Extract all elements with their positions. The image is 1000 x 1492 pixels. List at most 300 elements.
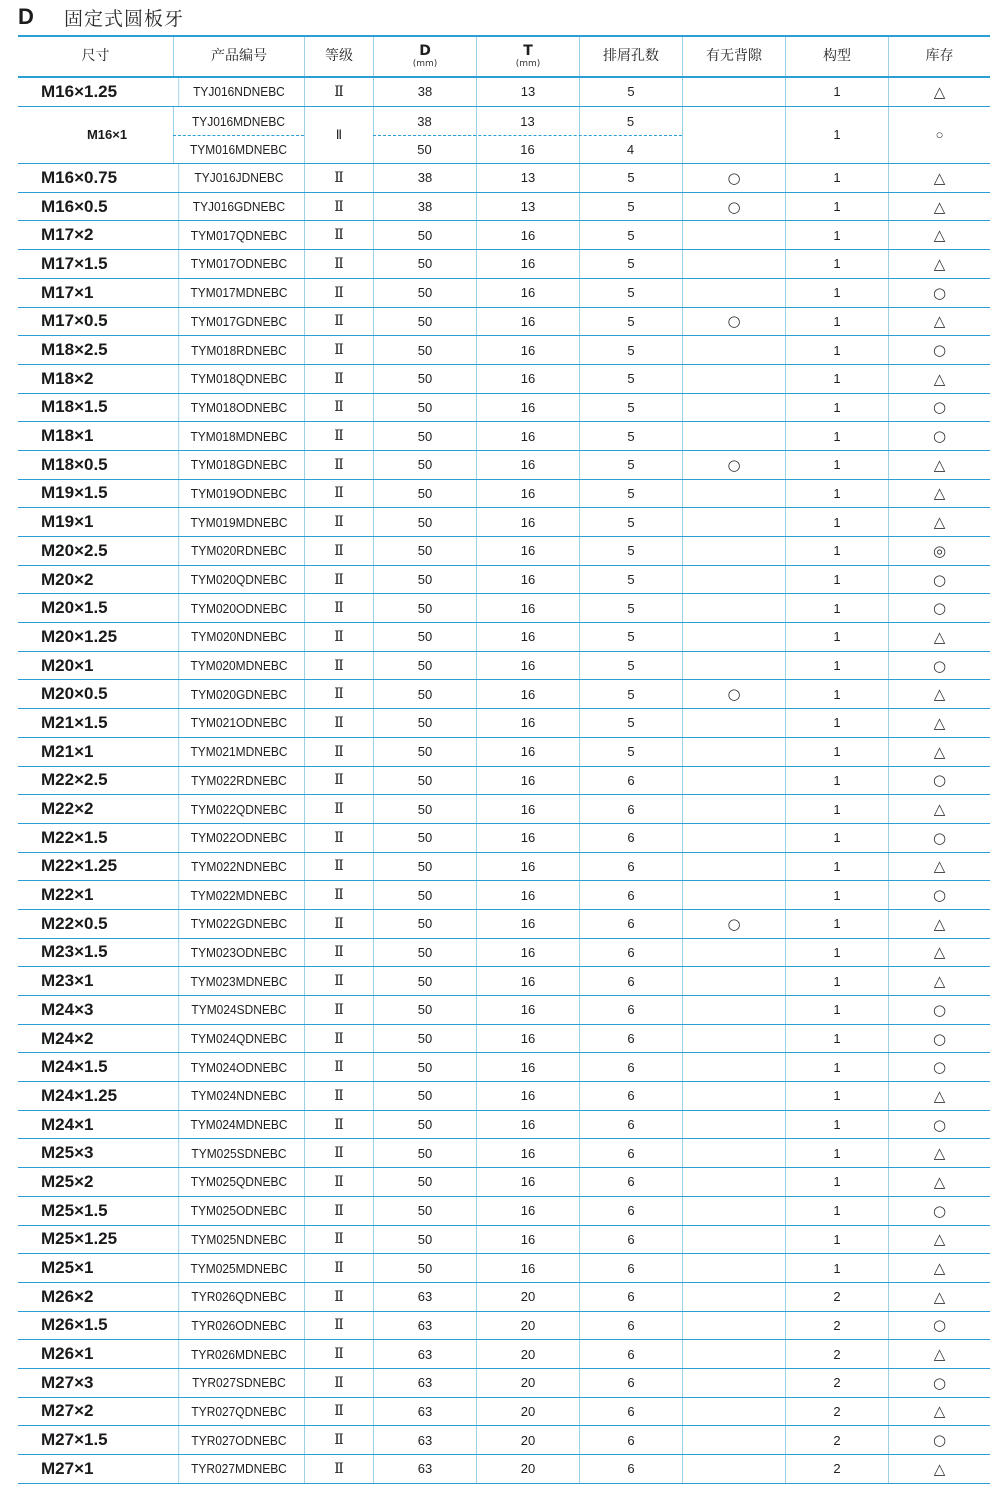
cell-grade: Ⅱ xyxy=(304,709,373,737)
cell-size: M20×2 xyxy=(41,569,94,589)
cell-type: 1 xyxy=(785,422,888,450)
cell-type: 1 xyxy=(785,1197,888,1225)
cell-backlash xyxy=(682,652,785,680)
cell-holes: 5 xyxy=(579,623,682,651)
cell-backlash xyxy=(682,537,785,565)
table-row xyxy=(18,1053,990,1082)
cell-type: 1 xyxy=(785,996,888,1024)
cell-code: TYM020QDNEBC xyxy=(178,566,299,594)
table-row xyxy=(18,824,990,853)
cell-holes: 5 xyxy=(579,738,682,766)
cell-t: 16 xyxy=(476,824,579,852)
cell-size: M17×0.5 xyxy=(41,311,108,331)
cell-stock: ○ xyxy=(888,566,990,594)
cell-type: 1 xyxy=(785,193,888,221)
cell-stock: △ xyxy=(888,365,990,393)
cell-grade: Ⅱ xyxy=(304,795,373,823)
cell-holes: 5 xyxy=(579,652,682,680)
cell-grade: Ⅱ xyxy=(304,422,373,450)
cell-size: M23×1.5 xyxy=(41,942,108,962)
cell-grade: Ⅱ xyxy=(304,623,373,651)
cell-size: M24×1.5 xyxy=(41,1057,108,1077)
cell-backlash xyxy=(682,480,785,508)
cell-stock: △ xyxy=(888,910,990,938)
cell-stock: △ xyxy=(888,795,990,823)
cell-code: TYJ016MDNEBC xyxy=(191,113,286,129)
cell-holes: 5 xyxy=(579,365,682,393)
page-header xyxy=(18,2,184,32)
cell-backlash xyxy=(682,738,785,766)
cell-size: M20×1.25 xyxy=(41,626,118,646)
cell-t: 20 xyxy=(476,1369,579,1397)
cell-size: M18×2 xyxy=(41,368,94,388)
cell-t: 20 xyxy=(476,1398,579,1426)
cell-stock: ○ xyxy=(888,1426,990,1454)
cell-backlash xyxy=(682,1254,785,1282)
cell-type: 1 xyxy=(785,537,888,565)
cell-code: TYJ016GDNEBC xyxy=(178,193,299,221)
table-row xyxy=(18,1139,990,1168)
cell-backlash xyxy=(682,279,785,307)
table-row xyxy=(18,1025,990,1054)
cell-code: TYM020NDNEBC xyxy=(178,623,299,651)
product-table xyxy=(18,35,990,1484)
cell-holes: 6 xyxy=(579,1139,682,1167)
cell-code: TYM024ODNEBC xyxy=(178,1053,299,1081)
cell-t: 16 xyxy=(476,709,579,737)
cell-grade: Ⅱ xyxy=(304,193,373,221)
table-row xyxy=(18,1283,990,1312)
cell-d: 63 xyxy=(373,1455,476,1483)
cell-stock: △ xyxy=(888,1082,990,1110)
cell-d: 50 xyxy=(373,910,476,938)
cell-d: 50 xyxy=(373,480,476,508)
cell-stock: ○ xyxy=(888,652,990,680)
cell-size: M21×1 xyxy=(41,741,94,761)
table-row xyxy=(18,967,990,996)
cell-size: M17×1 xyxy=(41,282,94,302)
cell-size: M18×2.5 xyxy=(41,340,108,360)
cell-t: 20 xyxy=(476,1455,579,1483)
cell-d: 50 xyxy=(373,623,476,651)
cell-d: 50 xyxy=(373,1082,476,1110)
cell-size: M22×1.25 xyxy=(41,856,118,876)
cell-code: TYR026QDNEBC xyxy=(178,1283,299,1311)
cell-backlash xyxy=(682,1369,785,1397)
cell-t: 16 xyxy=(476,795,579,823)
cell-size: M16×0.75 xyxy=(41,167,118,187)
cell-type: 1 xyxy=(785,910,888,938)
cell-d: 63 xyxy=(373,1398,476,1426)
cell-grade: Ⅱ xyxy=(304,1426,373,1454)
cell-type: 1 xyxy=(785,508,888,536)
cell-code: TYR027ODNEBC xyxy=(178,1426,299,1454)
cell-grade: Ⅱ xyxy=(304,1398,373,1426)
cell-d: 38 xyxy=(417,113,432,129)
cell-grade: Ⅱ xyxy=(304,78,373,106)
cell-size: M20×1 xyxy=(41,655,94,675)
cell-grade: Ⅱ xyxy=(304,1312,373,1340)
cell-stock: ○ xyxy=(888,824,990,852)
cell-size: M22×0.5 xyxy=(41,913,108,933)
cell-code: TYM024SDNEBC xyxy=(178,996,299,1024)
table-row xyxy=(18,250,990,279)
cell-d: 38 xyxy=(373,193,476,221)
cell-grade: Ⅱ xyxy=(304,967,373,995)
cell-stock: △ xyxy=(888,164,990,192)
table-row xyxy=(18,1426,990,1455)
cell-code: TYM020ODNEBC xyxy=(178,594,299,622)
cell-code: TYR026MDNEBC xyxy=(178,1340,299,1368)
cell-size: M25×2 xyxy=(41,1171,94,1191)
cell-backlash xyxy=(682,1312,785,1340)
cell-backlash xyxy=(682,78,785,106)
table-row xyxy=(18,881,990,910)
cell-size: M21×1.5 xyxy=(41,712,108,732)
cell-stock: △ xyxy=(888,709,990,737)
cell-stock: ○ xyxy=(888,1369,990,1397)
cell-backlash: ○ xyxy=(682,308,785,336)
cell-backlash xyxy=(682,221,785,249)
cell-backlash xyxy=(682,1025,785,1053)
cell-stock: △ xyxy=(888,308,990,336)
cell-t: 16 xyxy=(520,142,535,158)
cell-code: TYM025NDNEBC xyxy=(178,1226,299,1254)
cell-type: 1 xyxy=(785,221,888,249)
cell-code: TYM018ODNEBC xyxy=(178,394,299,422)
cell-type: 1 xyxy=(785,738,888,766)
cell-code: TYM021ODNEBC xyxy=(178,709,299,737)
cell-d: 50 xyxy=(373,566,476,594)
table-row xyxy=(18,996,990,1025)
cell-d: 63 xyxy=(373,1312,476,1340)
cell-d: 50 xyxy=(373,1053,476,1081)
cell-stock: ○ xyxy=(888,767,990,795)
cell-code: TYM018MDNEBC xyxy=(178,422,299,450)
cell-t: 20 xyxy=(476,1283,579,1311)
table-row xyxy=(18,480,990,509)
cell-grade: Ⅱ xyxy=(304,1197,373,1225)
cell-backlash xyxy=(682,1455,785,1483)
cell-stock: △ xyxy=(888,1139,990,1167)
cell-t: 16 xyxy=(476,910,579,938)
cell-holes: 4 xyxy=(626,142,635,158)
cell-backlash xyxy=(682,250,785,278)
cell-backlash xyxy=(682,824,785,852)
cell-code: TYM022ODNEBC xyxy=(178,824,299,852)
cell-stock: △ xyxy=(888,1168,990,1196)
cell-t: 16 xyxy=(476,1197,579,1225)
cell-size: M19×1.5 xyxy=(41,483,108,503)
cell-backlash: ○ xyxy=(682,910,785,938)
cell-backlash xyxy=(682,394,785,422)
cell-stock: △ xyxy=(888,480,990,508)
cell-t: 16 xyxy=(476,1226,579,1254)
table-row xyxy=(18,1168,990,1197)
cell-size: M17×2 xyxy=(41,225,94,245)
cell-grade: Ⅱ xyxy=(304,1139,373,1167)
cell-size: M22×2.5 xyxy=(41,770,108,790)
cell-t: 16 xyxy=(476,1053,579,1081)
cell-d: 50 xyxy=(373,1254,476,1282)
cell-code: TYM024NDNEBC xyxy=(178,1082,299,1110)
table-row xyxy=(18,652,990,681)
cell-t: 20 xyxy=(476,1340,579,1368)
header-code: 产品编号 xyxy=(173,37,304,76)
cell-holes: 6 xyxy=(579,881,682,909)
cell-size: M27×1.5 xyxy=(41,1430,108,1450)
cell-code: TYM019ODNEBC xyxy=(178,480,299,508)
cell-holes: 5 xyxy=(626,113,635,129)
cell-grade: Ⅱ xyxy=(304,1025,373,1053)
cell-backlash xyxy=(682,795,785,823)
cell-d: 50 xyxy=(373,709,476,737)
cell-grade: Ⅱ xyxy=(304,1283,373,1311)
cell-type: 1 xyxy=(785,78,888,106)
cell-holes: 5 xyxy=(579,394,682,422)
cell-t: 16 xyxy=(476,1168,579,1196)
cell-type: 1 xyxy=(785,365,888,393)
cell-backlash: ○ xyxy=(682,451,785,479)
cell-holes: 5 xyxy=(579,537,682,565)
cell-t: 20 xyxy=(476,1426,579,1454)
cell-type: 1 xyxy=(785,680,888,708)
table-row xyxy=(18,566,990,595)
cell-t: 13 xyxy=(476,193,579,221)
cell-holes: 6 xyxy=(579,767,682,795)
cell-stock: △ xyxy=(888,1398,990,1426)
cell-stock: ○ xyxy=(888,107,990,163)
cell-stock: ◎ xyxy=(888,537,990,565)
table-row xyxy=(18,365,990,394)
table-row xyxy=(18,767,990,796)
cell-size: M18×1.5 xyxy=(41,397,108,417)
table-row xyxy=(18,221,990,250)
cell-d: 50 xyxy=(373,795,476,823)
table-row xyxy=(18,1197,990,1226)
cell-type: 2 xyxy=(785,1455,888,1483)
cell-stock: ○ xyxy=(888,1053,990,1081)
cell-t: 16 xyxy=(476,967,579,995)
cell-t: 13 xyxy=(476,78,579,106)
table-row xyxy=(18,1254,990,1283)
cell-type: 1 xyxy=(785,107,888,163)
table-row xyxy=(18,78,990,107)
cell-t: 20 xyxy=(476,1312,579,1340)
cell-type: 1 xyxy=(785,480,888,508)
cell-grade: Ⅱ xyxy=(304,1455,373,1483)
cell-code: TYM025QDNEBC xyxy=(178,1168,299,1196)
cell-d: 63 xyxy=(373,1426,476,1454)
cell-grade: Ⅱ xyxy=(304,250,373,278)
cell-backlash xyxy=(682,594,785,622)
cell-t: 16 xyxy=(476,623,579,651)
cell-holes: 6 xyxy=(579,939,682,967)
cell-type: 1 xyxy=(785,1025,888,1053)
table-row xyxy=(18,1340,990,1369)
cell-stock: △ xyxy=(888,939,990,967)
table-row xyxy=(18,795,990,824)
cell-holes: 6 xyxy=(579,967,682,995)
header-backlash: 有无背隙 xyxy=(682,37,785,76)
table-row xyxy=(18,709,990,738)
cell-t: 16 xyxy=(476,1139,579,1167)
cell-code: TYM017GDNEBC xyxy=(178,308,299,336)
cell-grade: Ⅱ xyxy=(304,853,373,881)
cell-type: 1 xyxy=(785,451,888,479)
cell-code: TYM025SDNEBC xyxy=(178,1139,299,1167)
cell-backlash xyxy=(682,508,785,536)
cell-t: 16 xyxy=(476,1082,579,1110)
cell-stock: △ xyxy=(888,1226,990,1254)
cell-backlash xyxy=(682,1111,785,1139)
cell-grade: Ⅱ xyxy=(304,939,373,967)
cell-d: 63 xyxy=(373,1369,476,1397)
cell-code: TYM021MDNEBC xyxy=(178,738,299,766)
cell-d: 50 xyxy=(373,853,476,881)
cell-holes: 5 xyxy=(579,480,682,508)
cell-holes: 6 xyxy=(579,996,682,1024)
cell-type: 1 xyxy=(785,1168,888,1196)
cell-stock: ○ xyxy=(888,394,990,422)
cell-holes: 5 xyxy=(579,221,682,249)
cell-type: 1 xyxy=(785,652,888,680)
cell-t: 16 xyxy=(476,308,579,336)
cell-d: 50 xyxy=(373,680,476,708)
cell-d: 50 xyxy=(373,279,476,307)
cell-size: M25×1 xyxy=(41,1258,94,1278)
table-row xyxy=(18,279,990,308)
cell-holes: 6 xyxy=(579,1398,682,1426)
cell-size: M18×1 xyxy=(41,426,94,446)
cell-t: 16 xyxy=(476,394,579,422)
cell-t: 16 xyxy=(476,508,579,536)
table-row xyxy=(18,1369,990,1398)
cell-d: 50 xyxy=(373,1139,476,1167)
cell-backlash xyxy=(682,1082,785,1110)
cell-type: 1 xyxy=(785,939,888,967)
cell-type: 1 xyxy=(785,594,888,622)
cell-d: 38 xyxy=(373,78,476,106)
cell-stock: △ xyxy=(888,221,990,249)
cell-backlash xyxy=(682,853,785,881)
cell-backlash xyxy=(682,1283,785,1311)
cell-holes: 6 xyxy=(579,1369,682,1397)
cell-code: TYM024MDNEBC xyxy=(178,1111,299,1139)
cell-grade: Ⅱ xyxy=(304,566,373,594)
cell-d: 50 xyxy=(373,738,476,766)
cell-holes: 6 xyxy=(579,910,682,938)
cell-stock: △ xyxy=(888,853,990,881)
table-row xyxy=(18,1226,990,1255)
cell-code: TYJ016JDNEBC xyxy=(178,164,299,192)
cell-size: M16×1.25 xyxy=(41,81,118,101)
cell-t: 16 xyxy=(476,1025,579,1053)
cell-stock: △ xyxy=(888,1340,990,1368)
cell-code: TYM023ODNEBC xyxy=(178,939,299,967)
cell-backlash xyxy=(682,566,785,594)
cell-backlash: ○ xyxy=(682,680,785,708)
cell-holes: 5 xyxy=(579,566,682,594)
cell-stock: △ xyxy=(888,1455,990,1483)
cell-type: 1 xyxy=(785,394,888,422)
cell-code: TYM018QDNEBC xyxy=(178,365,299,393)
cell-holes: 6 xyxy=(579,1197,682,1225)
cell-grade: Ⅱ xyxy=(304,1369,373,1397)
cell-stock: △ xyxy=(888,250,990,278)
table-row xyxy=(18,910,990,939)
cell-holes: 5 xyxy=(579,308,682,336)
cell-d: 50 xyxy=(373,1168,476,1196)
cell-backlash xyxy=(682,422,785,450)
cell-type: 1 xyxy=(785,853,888,881)
cell-code: TYM019MDNEBC xyxy=(178,508,299,536)
cell-grade: Ⅱ xyxy=(304,365,373,393)
cell-d: 50 xyxy=(373,422,476,450)
cell-t: 16 xyxy=(476,881,579,909)
cell-grade: Ⅱ xyxy=(304,1340,373,1368)
cell-code: TYM023MDNEBC xyxy=(178,967,299,995)
cell-stock: △ xyxy=(888,1283,990,1311)
cell-holes: 5 xyxy=(579,279,682,307)
cell-size: M26×1 xyxy=(41,1344,94,1364)
cell-grade: Ⅱ xyxy=(304,1254,373,1282)
cell-size: M24×1.25 xyxy=(41,1085,118,1105)
table-body xyxy=(18,78,990,1484)
cell-grade: Ⅱ xyxy=(304,680,373,708)
cell-code: TYR027SDNEBC xyxy=(178,1369,299,1397)
cell-holes: 6 xyxy=(579,824,682,852)
table-row xyxy=(18,336,990,365)
cell-grade: Ⅱ xyxy=(304,221,373,249)
cell-holes: 6 xyxy=(579,1025,682,1053)
cell-code: TYM020GDNEBC xyxy=(178,680,299,708)
cell-stock: △ xyxy=(888,1254,990,1282)
cell-size: M20×2.5 xyxy=(41,540,108,560)
cell-holes: 6 xyxy=(579,795,682,823)
cell-d: 50 xyxy=(373,939,476,967)
cell-holes: 5 xyxy=(579,250,682,278)
cell-t: 16 xyxy=(476,566,579,594)
cell-type: 2 xyxy=(785,1369,888,1397)
cell-d: 50 xyxy=(373,1111,476,1139)
table-row xyxy=(18,508,990,537)
table-row xyxy=(18,164,990,193)
cell-code: TYM018GDNEBC xyxy=(178,451,299,479)
cell-d: 50 xyxy=(373,394,476,422)
cell-code: TYR027QDNEBC xyxy=(178,1398,299,1426)
cell-code: TYM022RDNEBC xyxy=(178,767,299,795)
cell-grade: Ⅱ xyxy=(304,1226,373,1254)
cell-t: 16 xyxy=(476,1111,579,1139)
header-d: D (mm) xyxy=(373,37,476,76)
cell-backlash xyxy=(682,623,785,651)
cell-stock: △ xyxy=(888,738,990,766)
header-size: 尺寸 xyxy=(81,48,110,64)
dashed-divider xyxy=(373,135,682,136)
cell-grade: Ⅱ xyxy=(304,107,373,163)
cell-size: M25×1.5 xyxy=(41,1200,108,1220)
cell-t: 16 xyxy=(476,738,579,766)
cell-type: 1 xyxy=(785,795,888,823)
cell-grade: Ⅱ xyxy=(304,594,373,622)
cell-stock: ○ xyxy=(888,279,990,307)
cell-t: 13 xyxy=(520,113,535,129)
cell-backlash xyxy=(682,107,785,163)
cell-stock: ○ xyxy=(888,336,990,364)
cell-grade: Ⅱ xyxy=(304,824,373,852)
cell-stock: ○ xyxy=(888,1197,990,1225)
